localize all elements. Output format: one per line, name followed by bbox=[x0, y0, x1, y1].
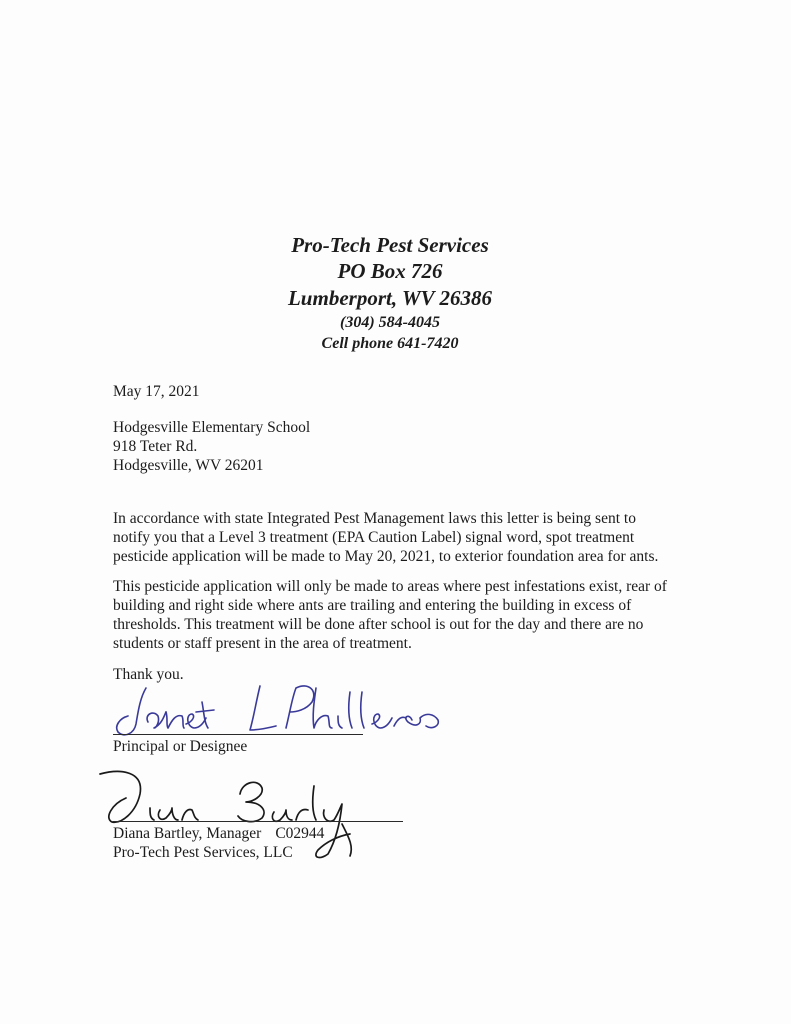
manager-info bbox=[113, 824, 324, 843]
body-paragraph-1 bbox=[113, 509, 658, 566]
company-llc: Pro-Tech Pest Services, LLC bbox=[113, 844, 293, 861]
paragraph-line: students or staff present in the area of treatment. bbox=[113, 635, 412, 652]
principal-label: Principal or Designee bbox=[113, 738, 248, 755]
recipient-city: Hodgesville, WV 26201 bbox=[113, 457, 264, 474]
principal-signature-line bbox=[113, 734, 363, 735]
paragraph-line: building and right side where ants are trailing and entering the building in excess of bbox=[113, 597, 632, 614]
closing: Thank you. bbox=[113, 666, 184, 683]
paragraph-line: pesticide application will be made to May 20, 2021, to exterior foundation area for ants. bbox=[113, 548, 659, 565]
body-paragraph-2 bbox=[113, 577, 667, 653]
company-name: Pro-Tech Pest Services bbox=[291, 233, 489, 257]
letterhead bbox=[0, 232, 780, 354]
po-box: PO Box 726 bbox=[337, 259, 443, 283]
manager-name: Diana Bartley, Manager bbox=[113, 825, 262, 842]
license-number: C02944 bbox=[275, 825, 325, 842]
cell-phone: Cell phone 641-7420 bbox=[321, 335, 459, 352]
city-state-zip: Lumberport, WV 26386 bbox=[287, 286, 492, 310]
manager-signature-line bbox=[113, 821, 403, 822]
recipient-street: 918 Teter Rd. bbox=[113, 438, 198, 455]
paragraph-line: notify you that a Level 3 treatment (EPA Caution Label) signal word, spot treatment bbox=[113, 529, 635, 546]
recipient-name: Hodgesville Elementary School bbox=[113, 419, 311, 436]
paragraph-line: thresholds. This treatment will be done after school is out for the day and there are no bbox=[113, 616, 644, 633]
letter-date: May 17, 2021 bbox=[113, 383, 200, 400]
phone-number: (304) 584-4045 bbox=[340, 314, 440, 331]
paragraph-line: This pesticide application will only be made to areas where pest infestations exist, rear of bbox=[113, 578, 667, 595]
recipient-address bbox=[113, 418, 310, 475]
paragraph-line: In accordance with state Integrated Pest Management laws this letter is being sent to bbox=[113, 510, 636, 527]
